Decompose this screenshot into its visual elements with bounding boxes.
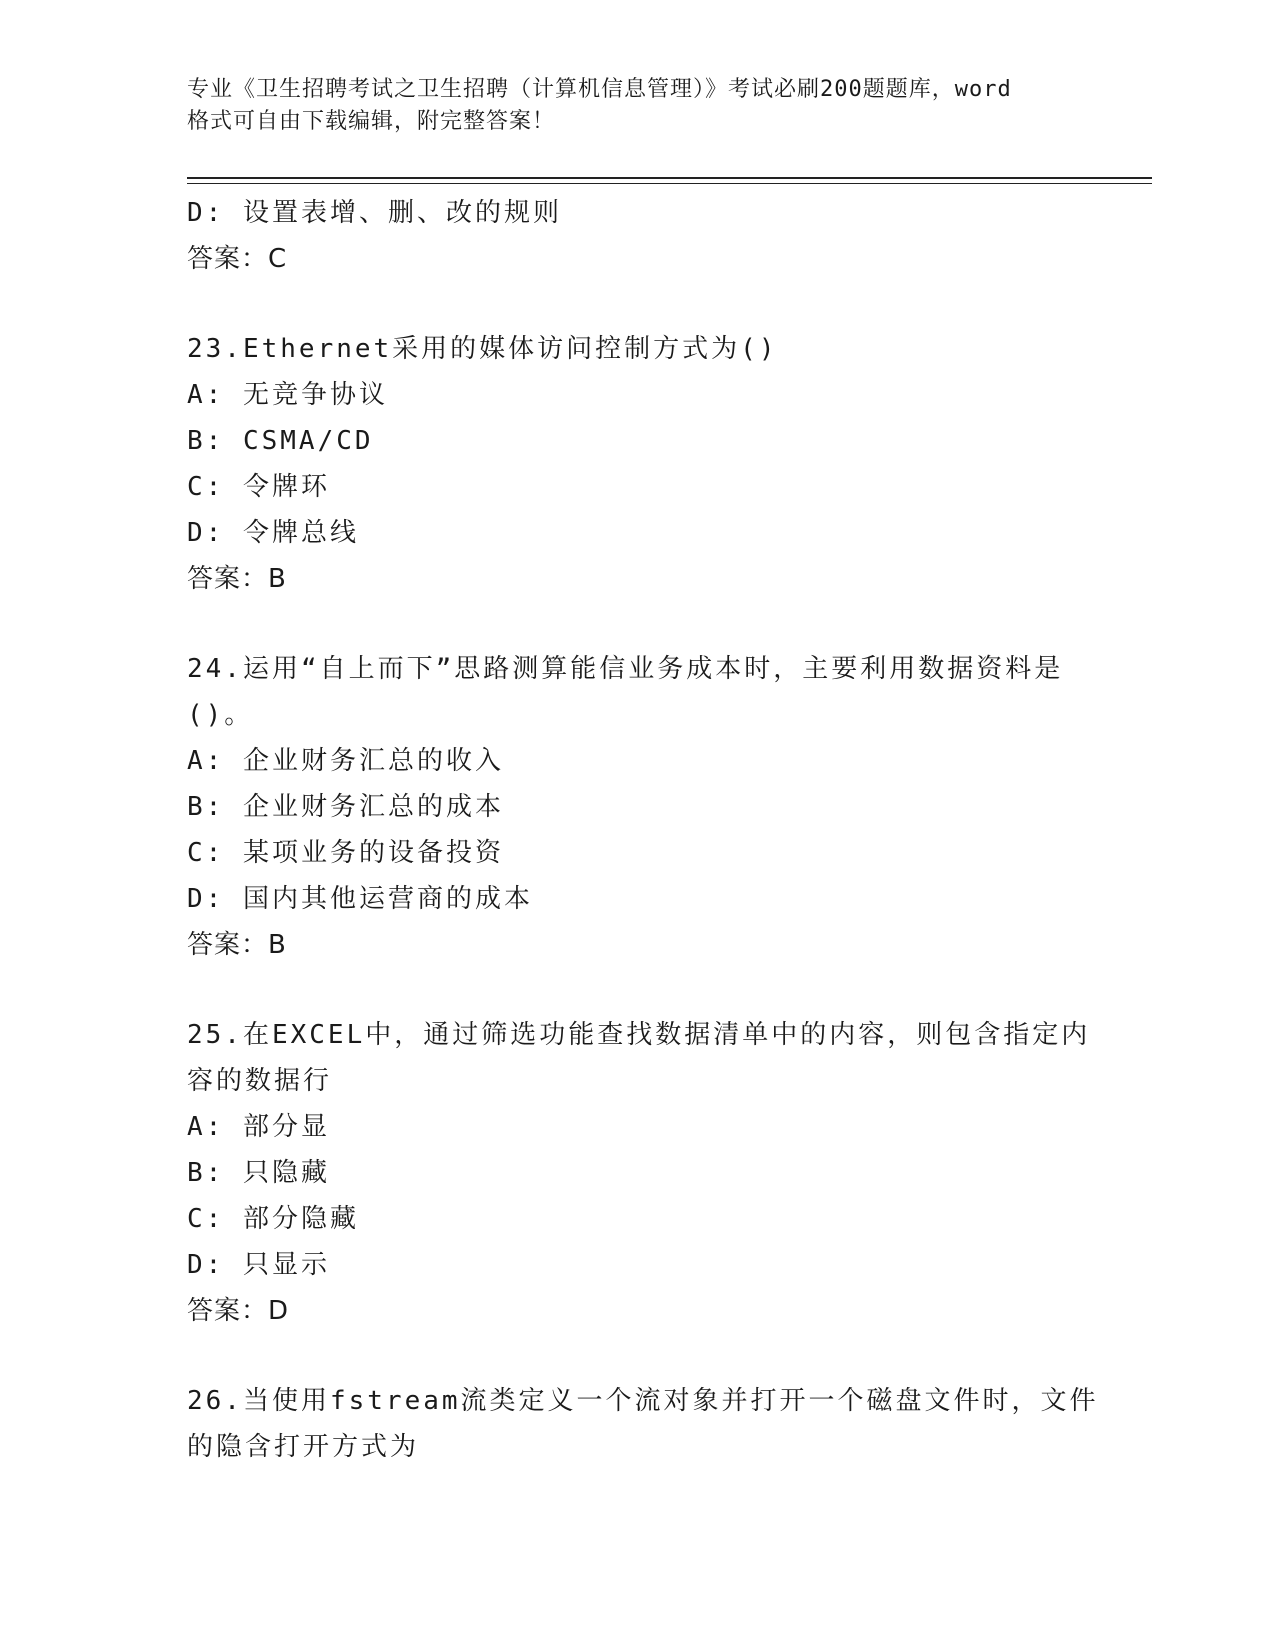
option-b: B: 企业财务汇总的成本 [187,792,504,822]
question-text-line-2: 容的数据行 [187,1066,333,1096]
option-d: D: 国内其他运营商的成本 [187,884,533,914]
header-line-1: 专业《卫生招聘考试之卫生招聘（计算机信息管理）》考试必刷200题题库，word [187,77,1012,102]
question-text-line-1: 25.在EXCEL中，通过筛选功能查找数据清单中的内容，则包含指定内 [187,1020,1091,1050]
question-block-26 [187,1378,1099,1470]
answer: 答案：B [187,930,287,960]
question-list [187,190,1099,1470]
option-a: A: 部分显 [187,1112,330,1142]
option-b: B: 只隐藏 [187,1158,330,1188]
header-line-2: 格式可自由下载编辑，附完整答案！ [187,109,556,134]
question-block-25 [187,1012,1091,1334]
option-d: D: 只显示 [187,1250,330,1280]
question-block-23 [187,326,1087,602]
option-d: D: 设置表增、删、改的规则 [187,198,562,228]
question-block-prev [187,190,1087,282]
header-rule-thin [187,183,1152,184]
question-text-line-2: 的隐含打开方式为 [187,1432,420,1462]
answer: 答案：B [187,564,287,594]
question-text-line-2: ()。 [187,700,254,730]
question-text-line-1: 24.运用“自上而下”思路测算能信业务成本时，主要利用数据资料是 [187,654,1064,684]
option-c: C: 某项业务的设备投资 [187,838,504,868]
answer: 答案：D [187,1296,290,1326]
option-a: A: 企业财务汇总的收入 [187,746,504,776]
header-rule-thick [187,177,1152,179]
answer: 答案：C [187,244,288,274]
option-d: D: 令牌总线 [187,518,359,548]
question-block-24 [187,646,1087,968]
option-c: C: 令牌环 [187,472,330,502]
question-text-line-1: 26.当使用fstream流类定义一个流对象并打开一个磁盘文件时，文件 [187,1386,1099,1416]
option-a: A: 无竞争协议 [187,380,388,410]
option-b: B: CSMA/CD [187,426,374,456]
document-header [187,74,1087,138]
question-text: 23.Ethernet采用的媒体访问控制方式为() [187,334,778,364]
option-c: C: 部分隐藏 [187,1204,359,1234]
